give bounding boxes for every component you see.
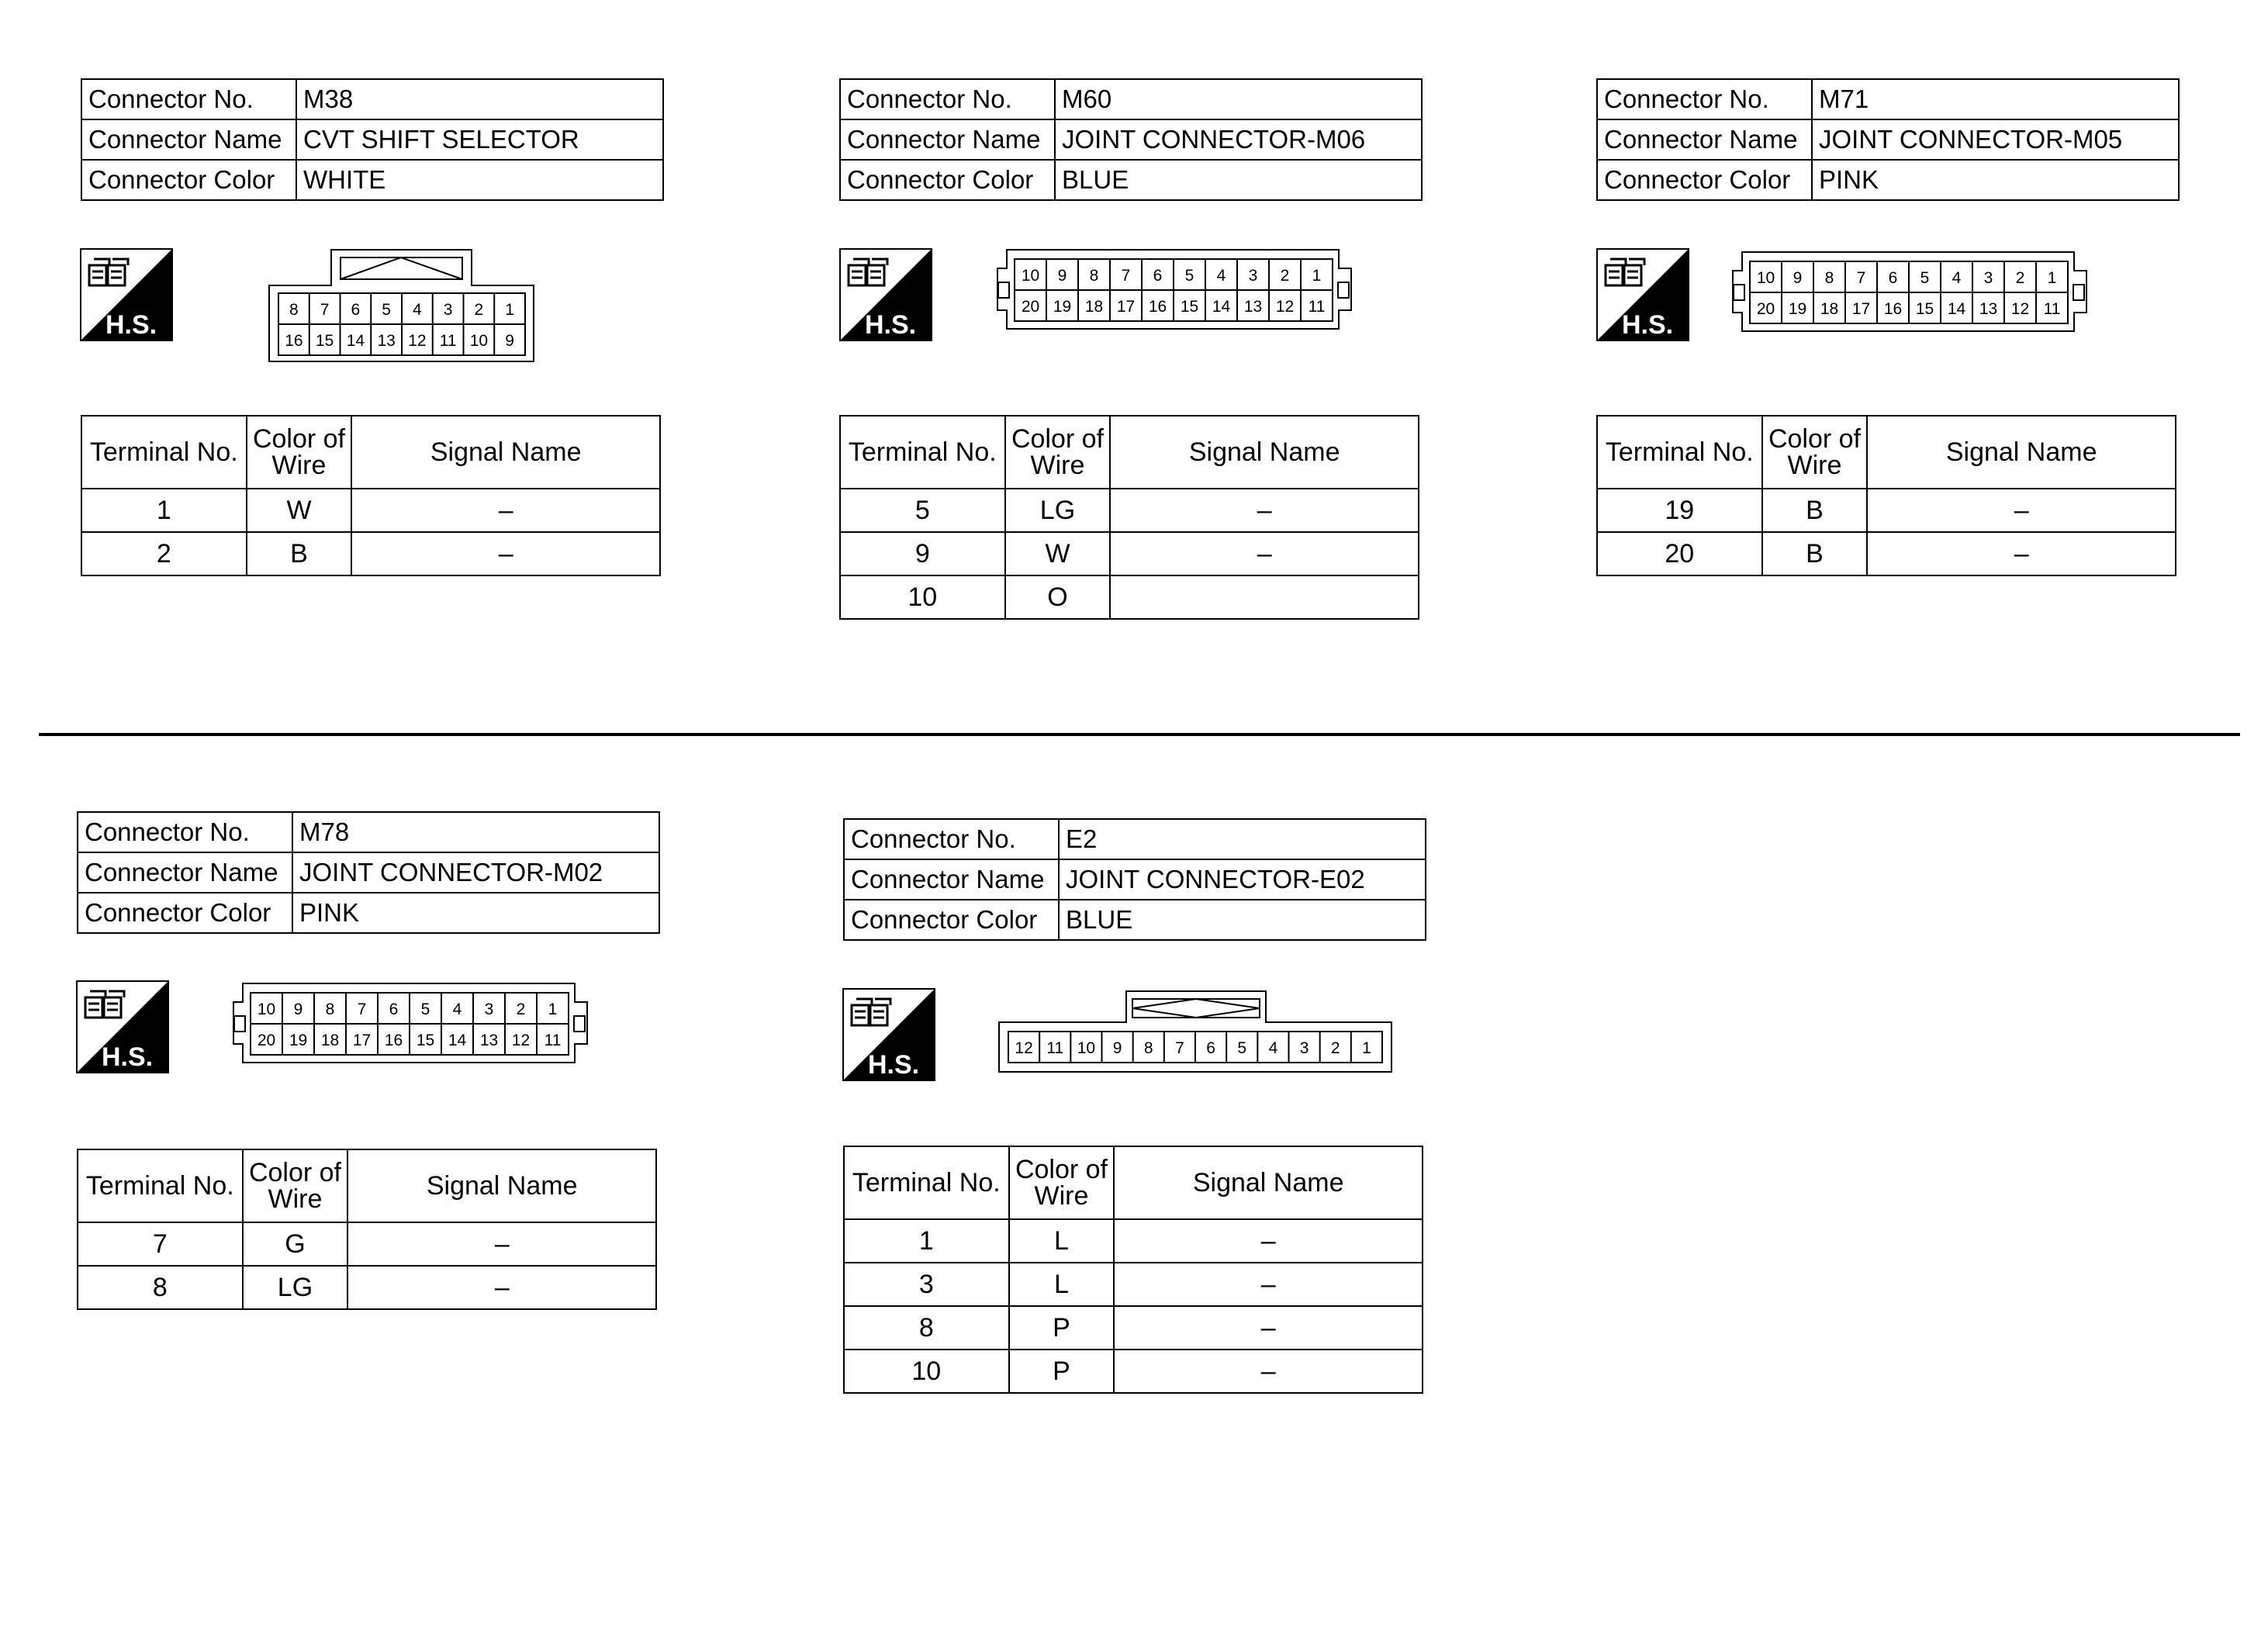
terminal-no-header: Terminal No. bbox=[81, 416, 247, 489]
pin-number: 11 bbox=[1308, 298, 1326, 316]
connector-block-m38 bbox=[81, 78, 664, 201]
hs-label: H.S. bbox=[867, 1050, 920, 1080]
connector-color-label: Connector Color bbox=[840, 160, 1055, 200]
pin-number: 10 bbox=[1077, 1039, 1096, 1057]
terminal-cell: 3 bbox=[844, 1263, 1009, 1306]
connector-name-value: JOINT CONNECTOR-M02 bbox=[292, 852, 659, 893]
terminal-cell: 9 bbox=[840, 532, 1005, 575]
pin-number: 20 bbox=[1756, 300, 1775, 318]
pin-number: 5 bbox=[1237, 1039, 1247, 1057]
pin-number: 12 bbox=[1275, 298, 1295, 316]
pin-number: 10 bbox=[1756, 269, 1775, 287]
connector-no-label: Connector No. bbox=[844, 819, 1059, 859]
wire-color-header: Color of Wire bbox=[1009, 1146, 1115, 1219]
pin-number: 15 bbox=[1180, 298, 1199, 316]
table-row bbox=[840, 532, 1419, 575]
wire-cell: W bbox=[247, 489, 352, 532]
pin-number: 3 bbox=[1248, 267, 1258, 285]
pin-number: 3 bbox=[1299, 1039, 1309, 1057]
connector-no-value: E2 bbox=[1059, 819, 1426, 859]
connector-block-m71 bbox=[1596, 78, 2180, 201]
pin-number: 13 bbox=[377, 332, 396, 350]
pin-number: 7 bbox=[1175, 1039, 1184, 1057]
terminal-block-m78 bbox=[77, 1149, 657, 1310]
pin-number: 9 bbox=[293, 1001, 303, 1018]
connector-color-label: Connector Color bbox=[81, 160, 296, 200]
signal-cell: – bbox=[1114, 1219, 1423, 1263]
connector-face-m38 bbox=[268, 248, 535, 365]
pin-number: 4 bbox=[452, 1001, 462, 1018]
connector-color-value: BLUE bbox=[1059, 900, 1426, 940]
signal-cell: – bbox=[1867, 489, 2176, 532]
connector-face-e2 bbox=[997, 990, 1393, 1075]
pin-number: 6 bbox=[1206, 1039, 1215, 1057]
terminal-cell: 2 bbox=[81, 532, 247, 575]
terminal-table bbox=[1596, 415, 2176, 576]
terminal-cell: 5 bbox=[840, 489, 1005, 532]
pin-number: 15 bbox=[1915, 300, 1934, 318]
pin-number: 12 bbox=[1015, 1039, 1033, 1057]
pin-number: 16 bbox=[285, 332, 303, 350]
table-row bbox=[1597, 489, 2176, 532]
pin-number: 1 bbox=[1312, 267, 1322, 285]
harness-side-icon bbox=[839, 248, 932, 341]
wire-cell: L bbox=[1009, 1263, 1115, 1306]
terminal-block-m71 bbox=[1596, 415, 2176, 576]
connector-color-label: Connector Color bbox=[78, 893, 292, 933]
pin-number: 13 bbox=[479, 1032, 499, 1049]
connector-no-value: M78 bbox=[292, 812, 659, 852]
pin-number: 14 bbox=[1212, 298, 1231, 316]
pin-number: 17 bbox=[1851, 300, 1871, 318]
connector-no-label: Connector No. bbox=[1597, 79, 1812, 119]
signal-cell: – bbox=[1114, 1350, 1423, 1393]
terminal-cell: 8 bbox=[844, 1306, 1009, 1350]
signal-cell bbox=[1110, 575, 1419, 619]
signal-name-header: Signal Name bbox=[351, 416, 660, 489]
pin-number: 6 bbox=[1153, 267, 1163, 285]
signal-cell: – bbox=[1110, 489, 1419, 532]
pin-number: 8 bbox=[289, 301, 299, 319]
wire-color-header: Color of Wire bbox=[243, 1149, 348, 1222]
pin-number: 19 bbox=[1788, 300, 1807, 318]
pin-number: 10 bbox=[257, 1001, 276, 1018]
connector-name-value: CVT SHIFT SELECTOR bbox=[296, 119, 663, 160]
pin-number: 12 bbox=[2010, 300, 2030, 318]
terminal-cell: 19 bbox=[1597, 489, 1762, 532]
pin-number: 2 bbox=[474, 301, 484, 319]
pin-number: 2 bbox=[1330, 1039, 1340, 1057]
pin-number: 17 bbox=[352, 1032, 372, 1049]
pin-number: 18 bbox=[1820, 300, 1839, 318]
wire-color-header: Color of Wire bbox=[247, 416, 352, 489]
signal-name-header: Signal Name bbox=[1867, 416, 2176, 489]
connector-face-m78 bbox=[232, 982, 589, 1067]
pin-number: 1 bbox=[548, 1001, 558, 1018]
pin-number: 5 bbox=[420, 1001, 430, 1018]
terminal-cell: 10 bbox=[844, 1350, 1009, 1393]
signal-cell: – bbox=[351, 532, 660, 575]
connector-block-e2 bbox=[843, 818, 1426, 941]
wire-cell: B bbox=[1762, 489, 1868, 532]
hs-label: H.S. bbox=[105, 310, 157, 340]
section-divider bbox=[39, 733, 2240, 736]
terminal-cell: 1 bbox=[844, 1219, 1009, 1263]
pin-number: 4 bbox=[413, 301, 422, 319]
pin-number: 4 bbox=[1268, 1039, 1278, 1057]
wire-cell: B bbox=[1762, 532, 1868, 575]
connector-color-value: PINK bbox=[292, 893, 659, 933]
connector-name-label: Connector Name bbox=[78, 852, 292, 893]
connector-name-label: Connector Name bbox=[81, 119, 296, 160]
wire-color-header: Color of Wire bbox=[1005, 416, 1111, 489]
pin-number: 17 bbox=[1116, 298, 1136, 316]
pin-number: 16 bbox=[1148, 298, 1167, 316]
pin-number: 3 bbox=[484, 1001, 494, 1018]
connector-face-m60 bbox=[996, 248, 1353, 334]
terminal-no-header: Terminal No. bbox=[844, 1146, 1009, 1219]
pin-number: 14 bbox=[346, 332, 365, 350]
table-row bbox=[81, 489, 660, 532]
connector-no-label: Connector No. bbox=[81, 79, 296, 119]
signal-cell: – bbox=[1114, 1306, 1423, 1350]
connector-block-m78 bbox=[77, 811, 660, 934]
pin-number: 11 bbox=[439, 332, 457, 350]
signal-cell: – bbox=[347, 1266, 656, 1309]
pin-number: 1 bbox=[2047, 269, 2057, 287]
pin-number: 10 bbox=[1021, 267, 1040, 285]
terminal-table bbox=[77, 1149, 657, 1310]
connector-block-m60 bbox=[839, 78, 1423, 201]
connector-no-value: M71 bbox=[1812, 79, 2179, 119]
pin-number: 16 bbox=[384, 1032, 403, 1049]
signal-cell: – bbox=[1110, 532, 1419, 575]
terminal-no-header: Terminal No. bbox=[840, 416, 1005, 489]
connector-name-label: Connector Name bbox=[840, 119, 1055, 160]
signal-name-header: Signal Name bbox=[347, 1149, 656, 1222]
connector-info-table bbox=[77, 811, 660, 934]
pin-number: 7 bbox=[357, 1001, 367, 1018]
connector-info-table bbox=[81, 78, 664, 201]
terminal-cell: 20 bbox=[1597, 532, 1762, 575]
wire-cell: O bbox=[1005, 575, 1111, 619]
connector-name-value: JOINT CONNECTOR-E02 bbox=[1059, 859, 1426, 900]
pin-number: 6 bbox=[1888, 269, 1898, 287]
connector-name-value: JOINT CONNECTOR-M06 bbox=[1055, 119, 1422, 160]
connector-name-value: JOINT CONNECTOR-M05 bbox=[1812, 119, 2179, 160]
pin-number: 9 bbox=[1057, 267, 1067, 285]
terminal-table bbox=[839, 415, 1419, 620]
hs-label: H.S. bbox=[1621, 310, 1674, 340]
pin-number: 9 bbox=[1793, 269, 1803, 287]
connector-face-m71 bbox=[1731, 251, 2088, 336]
pin-number: 7 bbox=[1856, 269, 1866, 287]
wire-cell: P bbox=[1009, 1306, 1115, 1350]
connector-color-label: Connector Color bbox=[1597, 160, 1812, 200]
connector-info-table bbox=[839, 78, 1423, 201]
pin-number: 5 bbox=[1920, 269, 1930, 287]
harness-side-icon bbox=[76, 980, 169, 1073]
terminal-table bbox=[81, 415, 661, 576]
terminal-cell: 10 bbox=[840, 575, 1005, 619]
table-row bbox=[844, 1306, 1423, 1350]
wire-cell: LG bbox=[243, 1266, 348, 1309]
pin-number: 2 bbox=[2015, 269, 2025, 287]
pin-number: 15 bbox=[416, 1032, 435, 1049]
wire-cell: L bbox=[1009, 1219, 1115, 1263]
pin-number: 16 bbox=[1883, 300, 1903, 318]
pin-number: 9 bbox=[1112, 1039, 1122, 1057]
pin-number: 9 bbox=[505, 332, 514, 350]
pin-number: 3 bbox=[443, 301, 453, 319]
terminal-cell: 8 bbox=[78, 1266, 243, 1309]
table-row bbox=[78, 1266, 656, 1309]
pin-number: 20 bbox=[1021, 298, 1040, 316]
connector-name-label: Connector Name bbox=[844, 859, 1059, 900]
harness-side-icon bbox=[842, 988, 935, 1081]
connector-color-value: PINK bbox=[1812, 160, 2179, 200]
pin-number: 11 bbox=[544, 1032, 562, 1049]
terminal-block-m38 bbox=[81, 415, 661, 576]
pin-number: 19 bbox=[1053, 298, 1072, 316]
connector-color-label: Connector Color bbox=[844, 900, 1059, 940]
pin-number: 8 bbox=[325, 1001, 335, 1018]
signal-cell: – bbox=[1114, 1263, 1423, 1306]
hs-label: H.S. bbox=[101, 1042, 154, 1072]
pin-number: 6 bbox=[351, 301, 361, 319]
signal-name-header: Signal Name bbox=[1114, 1146, 1423, 1219]
pin-number: 12 bbox=[408, 332, 427, 350]
table-row bbox=[81, 532, 660, 575]
table-row bbox=[1597, 532, 2176, 575]
pin-number: 4 bbox=[1216, 267, 1226, 285]
connector-info-table bbox=[843, 818, 1426, 941]
table-row bbox=[840, 575, 1419, 619]
signal-cell: – bbox=[351, 489, 660, 532]
connector-name-label: Connector Name bbox=[1597, 119, 1812, 160]
connector-info-table bbox=[1596, 78, 2180, 201]
pin-number: 20 bbox=[257, 1032, 276, 1049]
pin-number: 7 bbox=[1121, 267, 1131, 285]
harness-side-icon bbox=[1596, 248, 1689, 341]
terminal-no-header: Terminal No. bbox=[1597, 416, 1762, 489]
connector-no-value: M38 bbox=[296, 79, 663, 119]
pin-number: 5 bbox=[1184, 267, 1194, 285]
table-row bbox=[78, 1222, 656, 1266]
pin-number: 11 bbox=[1046, 1039, 1064, 1057]
pin-number: 15 bbox=[315, 332, 334, 350]
pin-number: 8 bbox=[1143, 1039, 1153, 1057]
pin-number: 18 bbox=[320, 1032, 340, 1049]
pin-number: 4 bbox=[1952, 269, 1962, 287]
harness-side-icon bbox=[80, 248, 173, 341]
wire-cell: LG bbox=[1005, 489, 1111, 532]
terminal-cell: 1 bbox=[81, 489, 247, 532]
hs-label: H.S. bbox=[864, 310, 917, 340]
wire-cell: B bbox=[247, 532, 352, 575]
terminal-block-e2 bbox=[843, 1146, 1423, 1394]
pin-number: 2 bbox=[1280, 267, 1290, 285]
connector-no-value: M60 bbox=[1055, 79, 1422, 119]
pin-number: 7 bbox=[320, 301, 330, 319]
pin-number: 8 bbox=[1824, 269, 1834, 287]
pin-number: 3 bbox=[1983, 269, 1993, 287]
signal-cell: – bbox=[347, 1222, 656, 1266]
pin-number: 13 bbox=[1979, 300, 1998, 318]
pin-number: 10 bbox=[469, 332, 489, 350]
pin-number: 13 bbox=[1243, 298, 1263, 316]
wire-color-header: Color of Wire bbox=[1762, 416, 1868, 489]
connector-no-label: Connector No. bbox=[78, 812, 292, 852]
pin-number: 8 bbox=[1089, 267, 1099, 285]
pin-number: 6 bbox=[389, 1001, 399, 1018]
pin-number: 18 bbox=[1084, 298, 1104, 316]
connector-color-value: BLUE bbox=[1055, 160, 1422, 200]
terminal-block-m60 bbox=[839, 415, 1419, 620]
wire-cell: P bbox=[1009, 1350, 1115, 1393]
table-row bbox=[844, 1263, 1423, 1306]
terminal-no-header: Terminal No. bbox=[78, 1149, 243, 1222]
table-row bbox=[844, 1350, 1423, 1393]
wire-cell: G bbox=[243, 1222, 348, 1266]
pin-number: 11 bbox=[2043, 300, 2061, 318]
pin-number: 14 bbox=[1947, 300, 1966, 318]
wire-cell: W bbox=[1005, 532, 1111, 575]
pin-number: 14 bbox=[448, 1032, 467, 1049]
pin-number: 19 bbox=[289, 1032, 308, 1049]
table-row bbox=[840, 489, 1419, 532]
connector-no-label: Connector No. bbox=[840, 79, 1055, 119]
pin-number: 1 bbox=[1362, 1039, 1371, 1057]
signal-name-header: Signal Name bbox=[1110, 416, 1419, 489]
pin-number: 5 bbox=[382, 301, 391, 319]
signal-cell: – bbox=[1867, 532, 2176, 575]
pin-number: 1 bbox=[505, 301, 514, 319]
connector-color-value: WHITE bbox=[296, 160, 663, 200]
terminal-cell: 7 bbox=[78, 1222, 243, 1266]
pin-number: 2 bbox=[516, 1001, 526, 1018]
pin-number: 12 bbox=[511, 1032, 531, 1049]
terminal-table bbox=[843, 1146, 1423, 1394]
table-row bbox=[844, 1219, 1423, 1263]
